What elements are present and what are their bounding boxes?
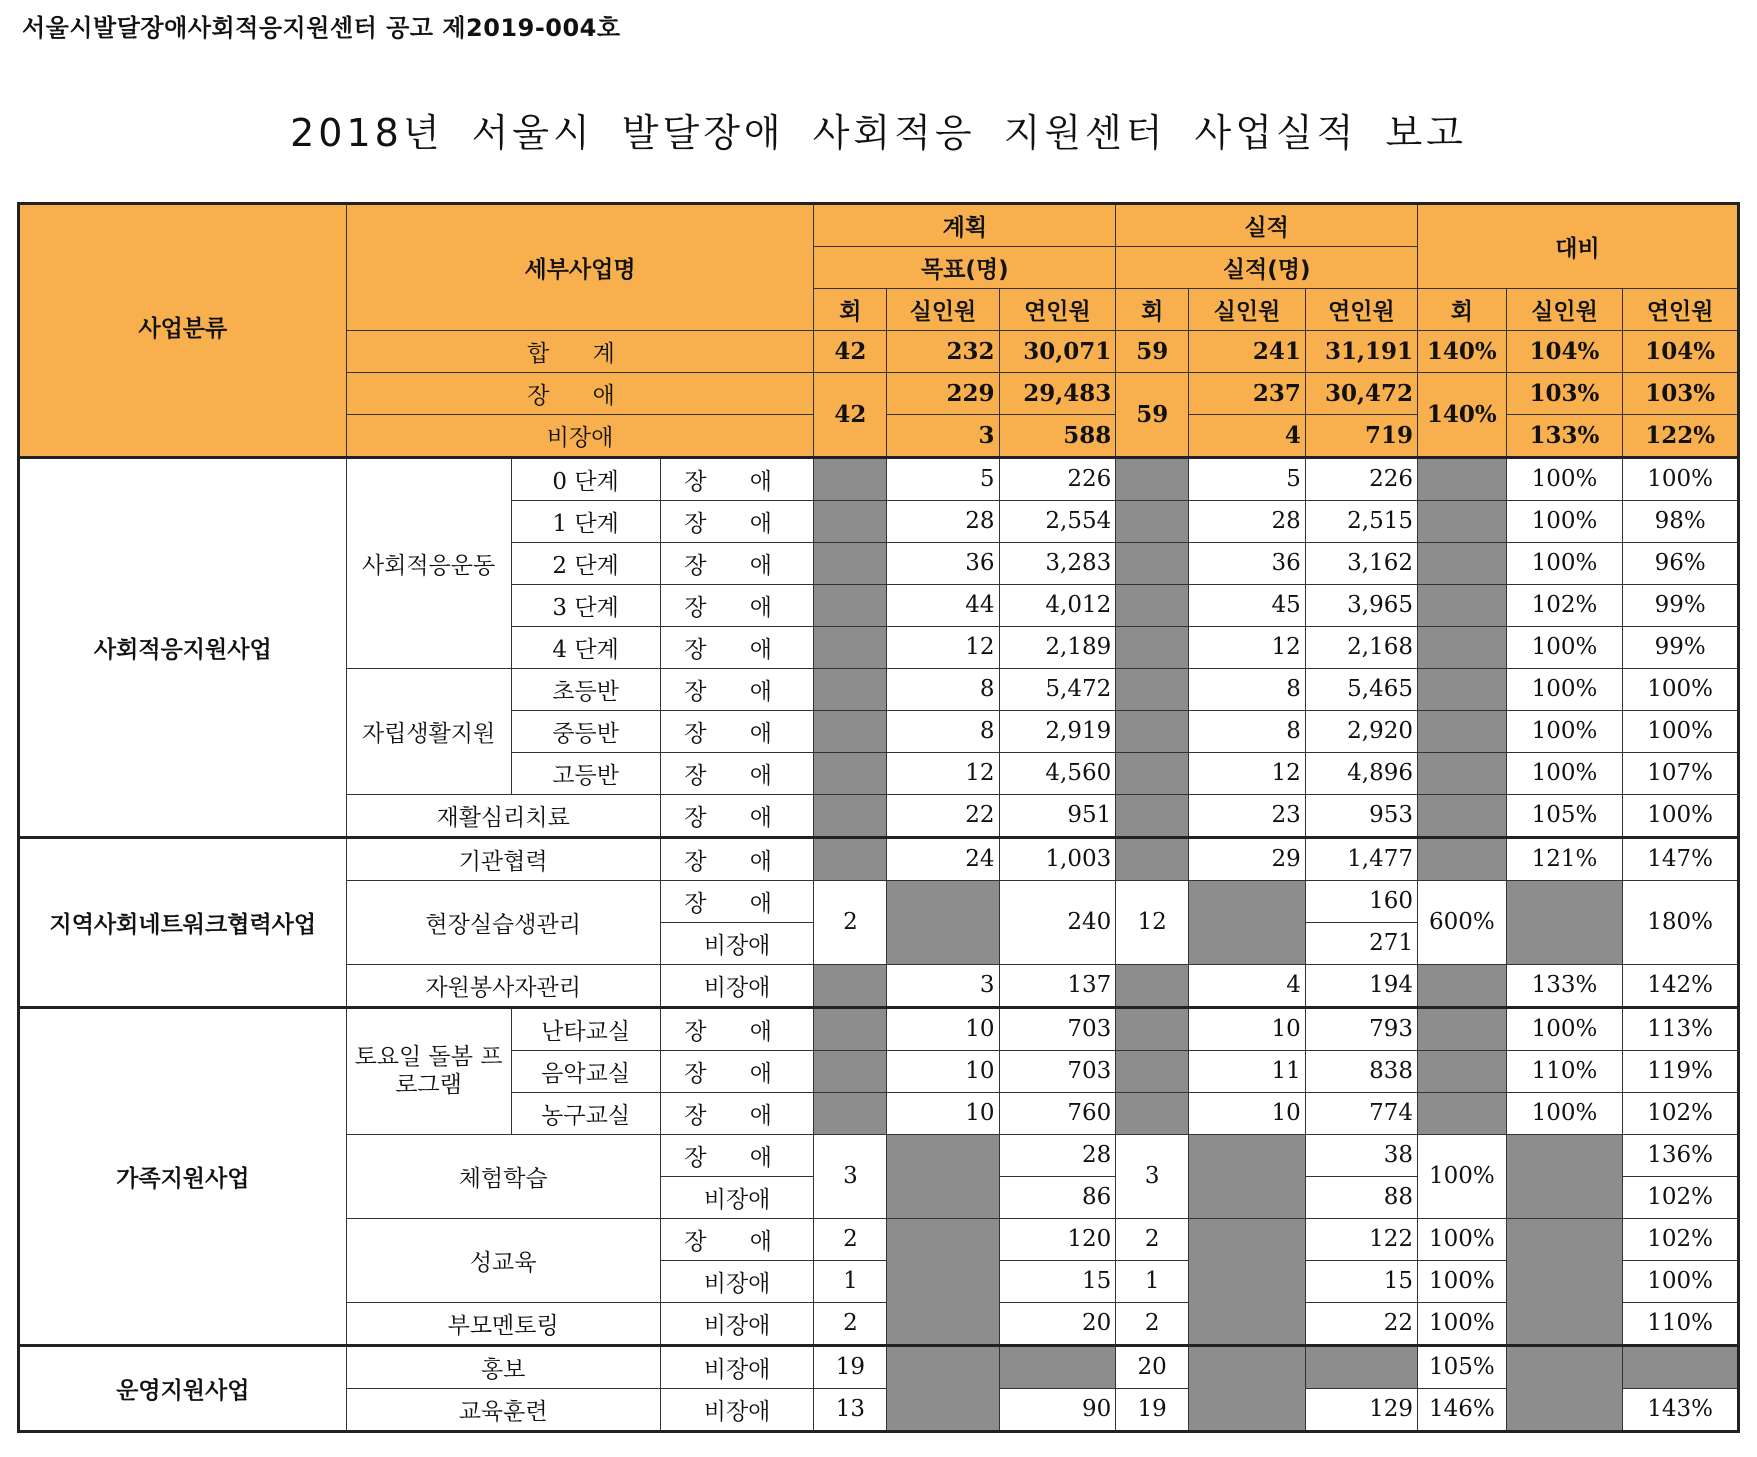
actual-count: 1	[1116, 1260, 1189, 1302]
actual-real: 12	[1189, 752, 1306, 794]
blank-cell	[1116, 584, 1189, 626]
plan-cumulative: 951	[999, 794, 1116, 837]
ratio-cumulative: 102%	[1623, 1176, 1739, 1218]
blank-cell	[814, 837, 887, 880]
plan-real: 12	[887, 626, 999, 668]
type-label: 장 애	[660, 1007, 814, 1050]
actual-count: 2	[1116, 1302, 1189, 1345]
group-independent: 자립생활지원	[346, 668, 511, 794]
blank-cell	[814, 500, 887, 542]
performance-table	[17, 202, 1740, 1433]
sub-name: 중등반	[511, 710, 660, 752]
promo-name: 홍보	[346, 1345, 660, 1388]
header-plan-real: 실인원	[887, 289, 999, 331]
type-label: 장 애	[660, 1092, 814, 1134]
type-label: 비장애	[660, 1388, 814, 1431]
actual-real: 5	[1189, 457, 1306, 500]
ratio-cumulative: 147%	[1623, 837, 1739, 880]
ratio-cumulative: 107%	[1623, 752, 1739, 794]
blank-cell	[1116, 457, 1189, 500]
blank-cell	[1116, 837, 1189, 880]
plan-cumulative: 2,189	[999, 626, 1116, 668]
plan-cumulative: 137	[999, 964, 1116, 1007]
actual-cumulative: 15	[1305, 1260, 1417, 1302]
nondisabled-plan-real: 3	[887, 414, 999, 457]
cooperation-name: 기관협력	[346, 837, 660, 880]
header-ratio-count: 회	[1418, 289, 1507, 331]
plan-cumulative: 90	[999, 1388, 1116, 1431]
plan-cumulative: 1,003	[999, 837, 1116, 880]
type-label: 장 애	[660, 837, 814, 880]
actual-real: 4	[1189, 964, 1306, 1007]
sub-name: 난타교실	[511, 1007, 660, 1050]
table-row	[19, 1007, 1739, 1050]
type-label: 장 애	[660, 880, 814, 922]
sub-name: 0 단계	[511, 457, 660, 500]
plan-cumulative: 4,560	[999, 752, 1116, 794]
blank-cell	[1116, 626, 1189, 668]
plan-real: 3	[887, 964, 999, 1007]
actual-real: 8	[1189, 668, 1306, 710]
blank-cell	[1418, 668, 1507, 710]
ratio-cumulative: 100%	[1623, 710, 1739, 752]
nondisabled-ratio-real: 133%	[1506, 414, 1623, 457]
plan-real: 44	[887, 584, 999, 626]
blank-cell	[887, 1218, 999, 1345]
plan-cumulative: 760	[999, 1092, 1116, 1134]
header-category	[19, 204, 347, 458]
disabled-plan-cumulative: 29,483	[999, 372, 1116, 414]
plan-cumulative: 86	[999, 1176, 1116, 1218]
blank-cell	[1623, 1345, 1739, 1388]
header-ratio-cumulative: 연인원	[1623, 289, 1739, 331]
actual-count: 20	[1116, 1345, 1189, 1388]
ratio-count: 600%	[1418, 880, 1507, 964]
plan-real: 10	[887, 1050, 999, 1092]
type-label: 장 애	[660, 752, 814, 794]
blank-cell	[1506, 1218, 1623, 1345]
actual-real: 11	[1189, 1050, 1306, 1092]
ratio-real: 100%	[1506, 457, 1623, 500]
plan-real: 24	[887, 837, 999, 880]
blank-cell	[887, 880, 999, 964]
type-label: 비장애	[660, 922, 814, 964]
total-ratio-cumulative: 104%	[1623, 330, 1739, 372]
total-plan-real: 232	[887, 330, 999, 372]
blank-cell	[1506, 1134, 1623, 1218]
plan-cumulative: 226	[999, 457, 1116, 500]
ratio-real: 100%	[1506, 500, 1623, 542]
actual-real: 10	[1189, 1092, 1306, 1134]
total-actual-cumulative: 31,191	[1305, 330, 1417, 372]
actual-cumulative: 88	[1305, 1176, 1417, 1218]
plan-real: 10	[887, 1092, 999, 1134]
plan-real: 5	[887, 457, 999, 500]
actual-cumulative: 3,965	[1305, 584, 1417, 626]
plan-real: 10	[887, 1007, 999, 1050]
actual-count: 2	[1116, 1218, 1189, 1260]
sub-name: 4 단계	[511, 626, 660, 668]
plan-cumulative: 703	[999, 1050, 1116, 1092]
page-title: 2018년 서울시 발달장애 사회적응 지원센터 사업실적 보고	[290, 111, 1467, 155]
blank-cell	[814, 626, 887, 668]
ratio-cumulative: 113%	[1623, 1007, 1739, 1050]
ratio-count: 105%	[1418, 1345, 1507, 1388]
blank-cell	[1116, 964, 1189, 1007]
ratio-real: 133%	[1506, 964, 1623, 1007]
type-label: 비장애	[660, 964, 814, 1007]
blank-cell	[1418, 1092, 1507, 1134]
category-network: 지역사회네트워크협력사업	[19, 837, 347, 1007]
type-label: 장 애	[660, 1050, 814, 1092]
header-ratio: 대비	[1418, 204, 1739, 289]
ratio-cumulative: 96%	[1623, 542, 1739, 584]
type-label: 비장애	[660, 1176, 814, 1218]
actual-real: 23	[1189, 794, 1306, 837]
nondisabled-summary-label: 비장애	[346, 414, 814, 457]
blank-cell	[1418, 457, 1507, 500]
blank-cell	[999, 1345, 1116, 1388]
actual-cumulative: 774	[1305, 1092, 1417, 1134]
nondisabled-actual-cumulative: 719	[1305, 414, 1417, 457]
notice-number: 서울시발달장애사회적응지원센터 공고 제2019-004호	[22, 14, 621, 42]
header-actual-real: 실인원	[1189, 289, 1306, 331]
blank-cell	[814, 542, 887, 584]
nondisabled-actual-real: 4	[1189, 414, 1306, 457]
blank-cell	[814, 710, 887, 752]
type-label: 장 애	[660, 1134, 814, 1176]
actual-real: 29	[1189, 837, 1306, 880]
plan-count: 2	[814, 1218, 887, 1260]
actual-cumulative: 271	[1305, 922, 1417, 964]
training-name: 교육훈련	[346, 1388, 660, 1431]
category-operation: 운영지원사업	[19, 1345, 347, 1431]
ratio-cumulative: 136%	[1623, 1134, 1739, 1176]
ratio-cumulative: 110%	[1623, 1302, 1739, 1345]
sub-name: 고등반	[511, 752, 660, 794]
blank-cell	[814, 1007, 887, 1050]
total-actual-count: 59	[1116, 330, 1189, 372]
actual-cumulative: 5,465	[1305, 668, 1417, 710]
practice-name: 현장실습생관리	[346, 880, 660, 964]
blank-cell	[1418, 542, 1507, 584]
actual-cumulative: 793	[1305, 1007, 1417, 1050]
ratio-real: 100%	[1506, 542, 1623, 584]
volunteer-name: 자원봉사자관리	[346, 964, 660, 1007]
plan-cumulative: 5,472	[999, 668, 1116, 710]
plan-count: 3	[814, 1134, 887, 1218]
ratio-cumulative: 180%	[1623, 880, 1739, 964]
actual-cumulative: 4,896	[1305, 752, 1417, 794]
ratio-count: 100%	[1418, 1302, 1507, 1345]
actual-cumulative: 160	[1305, 880, 1417, 922]
type-label: 장 애	[660, 457, 814, 500]
actual-cumulative: 953	[1305, 794, 1417, 837]
scan-dot	[26, 343, 340, 351]
experience-name: 체험학습	[346, 1134, 660, 1218]
type-label: 비장애	[660, 1345, 814, 1388]
blank-cell	[1418, 710, 1507, 752]
blank-cell	[1506, 1345, 1623, 1431]
blank-cell	[1506, 880, 1623, 964]
plan-cumulative: 2,554	[999, 500, 1116, 542]
header-actual-sub: 실적(명)	[1116, 247, 1418, 289]
actual-real: 8	[1189, 710, 1306, 752]
table-row	[19, 1345, 1739, 1388]
blank-cell	[1189, 1218, 1306, 1345]
actual-cumulative: 129	[1305, 1388, 1417, 1431]
sub-name: 2 단계	[511, 542, 660, 584]
plan-cumulative: 3,283	[999, 542, 1116, 584]
group-exercise: 사회적응운동	[346, 457, 511, 668]
blank-cell	[1418, 752, 1507, 794]
sub-name: 초등반	[511, 668, 660, 710]
ratio-cumulative: 100%	[1623, 794, 1739, 837]
sub-name: 3 단계	[511, 584, 660, 626]
blank-cell	[1116, 1092, 1189, 1134]
header-plan-cumulative: 연인원	[999, 289, 1116, 331]
ratio-real: 100%	[1506, 710, 1623, 752]
plan-cumulative: 20	[999, 1302, 1116, 1345]
plan-cumulative: 4,012	[999, 584, 1116, 626]
ratio-cumulative: 100%	[1623, 1260, 1739, 1302]
plan-real: 22	[887, 794, 999, 837]
actual-cumulative: 22	[1305, 1302, 1417, 1345]
total-plan-cumulative: 30,071	[999, 330, 1116, 372]
ratio-real: 102%	[1506, 584, 1623, 626]
summary-plan-count: 42	[814, 372, 887, 457]
table-row	[19, 837, 1739, 880]
blank-cell	[1418, 1007, 1507, 1050]
type-label: 장 애	[660, 584, 814, 626]
ratio-cumulative: 102%	[1623, 1092, 1739, 1134]
table-row	[19, 457, 1739, 500]
sub-name: 1 단계	[511, 500, 660, 542]
actual-count: 19	[1116, 1388, 1189, 1431]
blank-cell	[1116, 710, 1189, 752]
nondisabled-ratio-cumulative: 122%	[1623, 414, 1739, 457]
blank-cell	[1418, 1050, 1507, 1092]
plan-cumulative: 240	[999, 880, 1116, 964]
actual-real: 36	[1189, 542, 1306, 584]
ratio-real: 100%	[1506, 752, 1623, 794]
header-category-label: 사업분류	[138, 315, 228, 342]
actual-real: 28	[1189, 500, 1306, 542]
plan-count: 13	[814, 1388, 887, 1431]
plan-count: 2	[814, 1302, 887, 1345]
blank-cell	[1418, 964, 1507, 1007]
actual-cumulative: 2,515	[1305, 500, 1417, 542]
type-label: 비장애	[660, 1260, 814, 1302]
blank-cell	[814, 457, 887, 500]
blank-cell	[1116, 752, 1189, 794]
plan-cumulative: 703	[999, 1007, 1116, 1050]
type-label: 장 애	[660, 668, 814, 710]
plan-cumulative: 28	[999, 1134, 1116, 1176]
ratio-cumulative: 142%	[1623, 964, 1739, 1007]
plan-cumulative: 120	[999, 1218, 1116, 1260]
ratio-cumulative: 100%	[1623, 668, 1739, 710]
header-plan-count: 회	[814, 289, 887, 331]
total-actual-real: 241	[1189, 330, 1306, 372]
disabled-plan-real: 229	[887, 372, 999, 414]
ratio-count: 100%	[1418, 1260, 1507, 1302]
actual-count: 12	[1116, 880, 1189, 964]
plan-real: 8	[887, 668, 999, 710]
total-ratio-real: 104%	[1506, 330, 1623, 372]
ratio-real: 100%	[1506, 1092, 1623, 1134]
blank-cell	[1418, 794, 1507, 837]
ratio-cumulative: 98%	[1623, 500, 1739, 542]
blank-cell	[814, 1092, 887, 1134]
plan-count: 2	[814, 880, 887, 964]
actual-cumulative: 3,162	[1305, 542, 1417, 584]
type-label: 장 애	[660, 500, 814, 542]
plan-real: 12	[887, 752, 999, 794]
ratio-cumulative: 100%	[1623, 457, 1739, 500]
ratio-cumulative: 119%	[1623, 1050, 1739, 1092]
header-actual-count: 회	[1116, 289, 1189, 331]
disabled-ratio-cumulative: 103%	[1623, 372, 1739, 414]
disabled-actual-cumulative: 30,472	[1305, 372, 1417, 414]
category-family: 가족지원사업	[19, 1007, 347, 1345]
type-label: 비장애	[660, 1302, 814, 1345]
actual-cumulative: 838	[1305, 1050, 1417, 1092]
total-plan-count: 42	[814, 330, 887, 372]
ratio-count: 146%	[1418, 1388, 1507, 1431]
actual-cumulative: 122	[1305, 1218, 1417, 1260]
header-actual: 실적	[1116, 204, 1418, 247]
ratio-real: 121%	[1506, 837, 1623, 880]
group-saturday: 토요일 돌봄 프로그램	[346, 1007, 511, 1134]
blank-cell	[1418, 500, 1507, 542]
ratio-real: 100%	[1506, 626, 1623, 668]
ratio-cumulative: 102%	[1623, 1218, 1739, 1260]
blank-cell	[1418, 584, 1507, 626]
type-label: 장 애	[660, 542, 814, 584]
blank-cell	[1116, 668, 1189, 710]
blank-cell	[814, 752, 887, 794]
disabled-ratio-real: 103%	[1506, 372, 1623, 414]
blank-cell	[814, 1050, 887, 1092]
actual-cumulative: 2,920	[1305, 710, 1417, 752]
blank-cell	[1418, 837, 1507, 880]
blank-cell	[1305, 1345, 1417, 1388]
sub-name: 농구교실	[511, 1092, 660, 1134]
blank-cell	[1116, 794, 1189, 837]
blank-cell	[887, 1345, 999, 1431]
header-plan-sub: 목표(명)	[814, 247, 1116, 289]
ratio-cumulative: 99%	[1623, 626, 1739, 668]
blank-cell	[1116, 500, 1189, 542]
blank-cell	[814, 668, 887, 710]
blank-cell	[1116, 1007, 1189, 1050]
actual-cumulative: 2,168	[1305, 626, 1417, 668]
blank-cell	[814, 584, 887, 626]
header-plan: 계획	[814, 204, 1116, 247]
ratio-real: 100%	[1506, 668, 1623, 710]
ratio-real: 100%	[1506, 1007, 1623, 1050]
plan-cumulative: 15	[999, 1260, 1116, 1302]
blank-cell	[1418, 626, 1507, 668]
actual-real: 12	[1189, 626, 1306, 668]
actual-real: 10	[1189, 1007, 1306, 1050]
mentoring-name: 부모멘토링	[346, 1302, 660, 1345]
sexed-name: 성교육	[346, 1218, 660, 1302]
blank-cell	[1189, 1345, 1306, 1431]
actual-cumulative: 194	[1305, 964, 1417, 1007]
actual-cumulative: 38	[1305, 1134, 1417, 1176]
ratio-cumulative: 143%	[1623, 1388, 1739, 1431]
disabled-actual-real: 237	[1189, 372, 1306, 414]
nondisabled-plan-cumulative: 588	[999, 414, 1116, 457]
category-social: 사회적응지원사업	[19, 457, 347, 837]
blank-cell	[814, 794, 887, 837]
header-actual-cumulative: 연인원	[1305, 289, 1417, 331]
summary-ratio-count: 140%	[1418, 372, 1507, 457]
blank-cell	[1189, 880, 1306, 964]
actual-real: 45	[1189, 584, 1306, 626]
total-label: 합 계	[346, 330, 814, 372]
disabled-summary-label: 장 애	[346, 372, 814, 414]
blank-cell	[1116, 1050, 1189, 1092]
blank-cell	[887, 1134, 999, 1218]
actual-cumulative: 226	[1305, 457, 1417, 500]
header-detail: 세부사업명	[346, 204, 814, 331]
type-label: 장 애	[660, 794, 814, 837]
ratio-count: 100%	[1418, 1218, 1507, 1260]
actual-cumulative: 1,477	[1305, 837, 1417, 880]
ratio-real: 110%	[1506, 1050, 1623, 1092]
total-ratio-count: 140%	[1418, 330, 1507, 372]
actual-count: 3	[1116, 1134, 1189, 1218]
plan-count: 1	[814, 1260, 887, 1302]
plan-cumulative: 2,919	[999, 710, 1116, 752]
plan-count: 19	[814, 1345, 887, 1388]
plan-real: 28	[887, 500, 999, 542]
blank-cell	[1189, 1134, 1306, 1218]
type-label: 장 애	[660, 710, 814, 752]
type-label: 장 애	[660, 626, 814, 668]
summary-actual-count: 59	[1116, 372, 1189, 457]
type-label: 장 애	[660, 1218, 814, 1260]
plan-real: 36	[887, 542, 999, 584]
ratio-real: 105%	[1506, 794, 1623, 837]
sub-name: 음악교실	[511, 1050, 660, 1092]
ratio-count: 100%	[1418, 1134, 1507, 1218]
blank-cell	[814, 964, 887, 1007]
plan-real: 8	[887, 710, 999, 752]
rehab-name: 재활심리치료	[346, 794, 660, 837]
blank-cell	[1116, 542, 1189, 584]
ratio-cumulative: 99%	[1623, 584, 1739, 626]
header-ratio-real: 실인원	[1506, 289, 1623, 331]
